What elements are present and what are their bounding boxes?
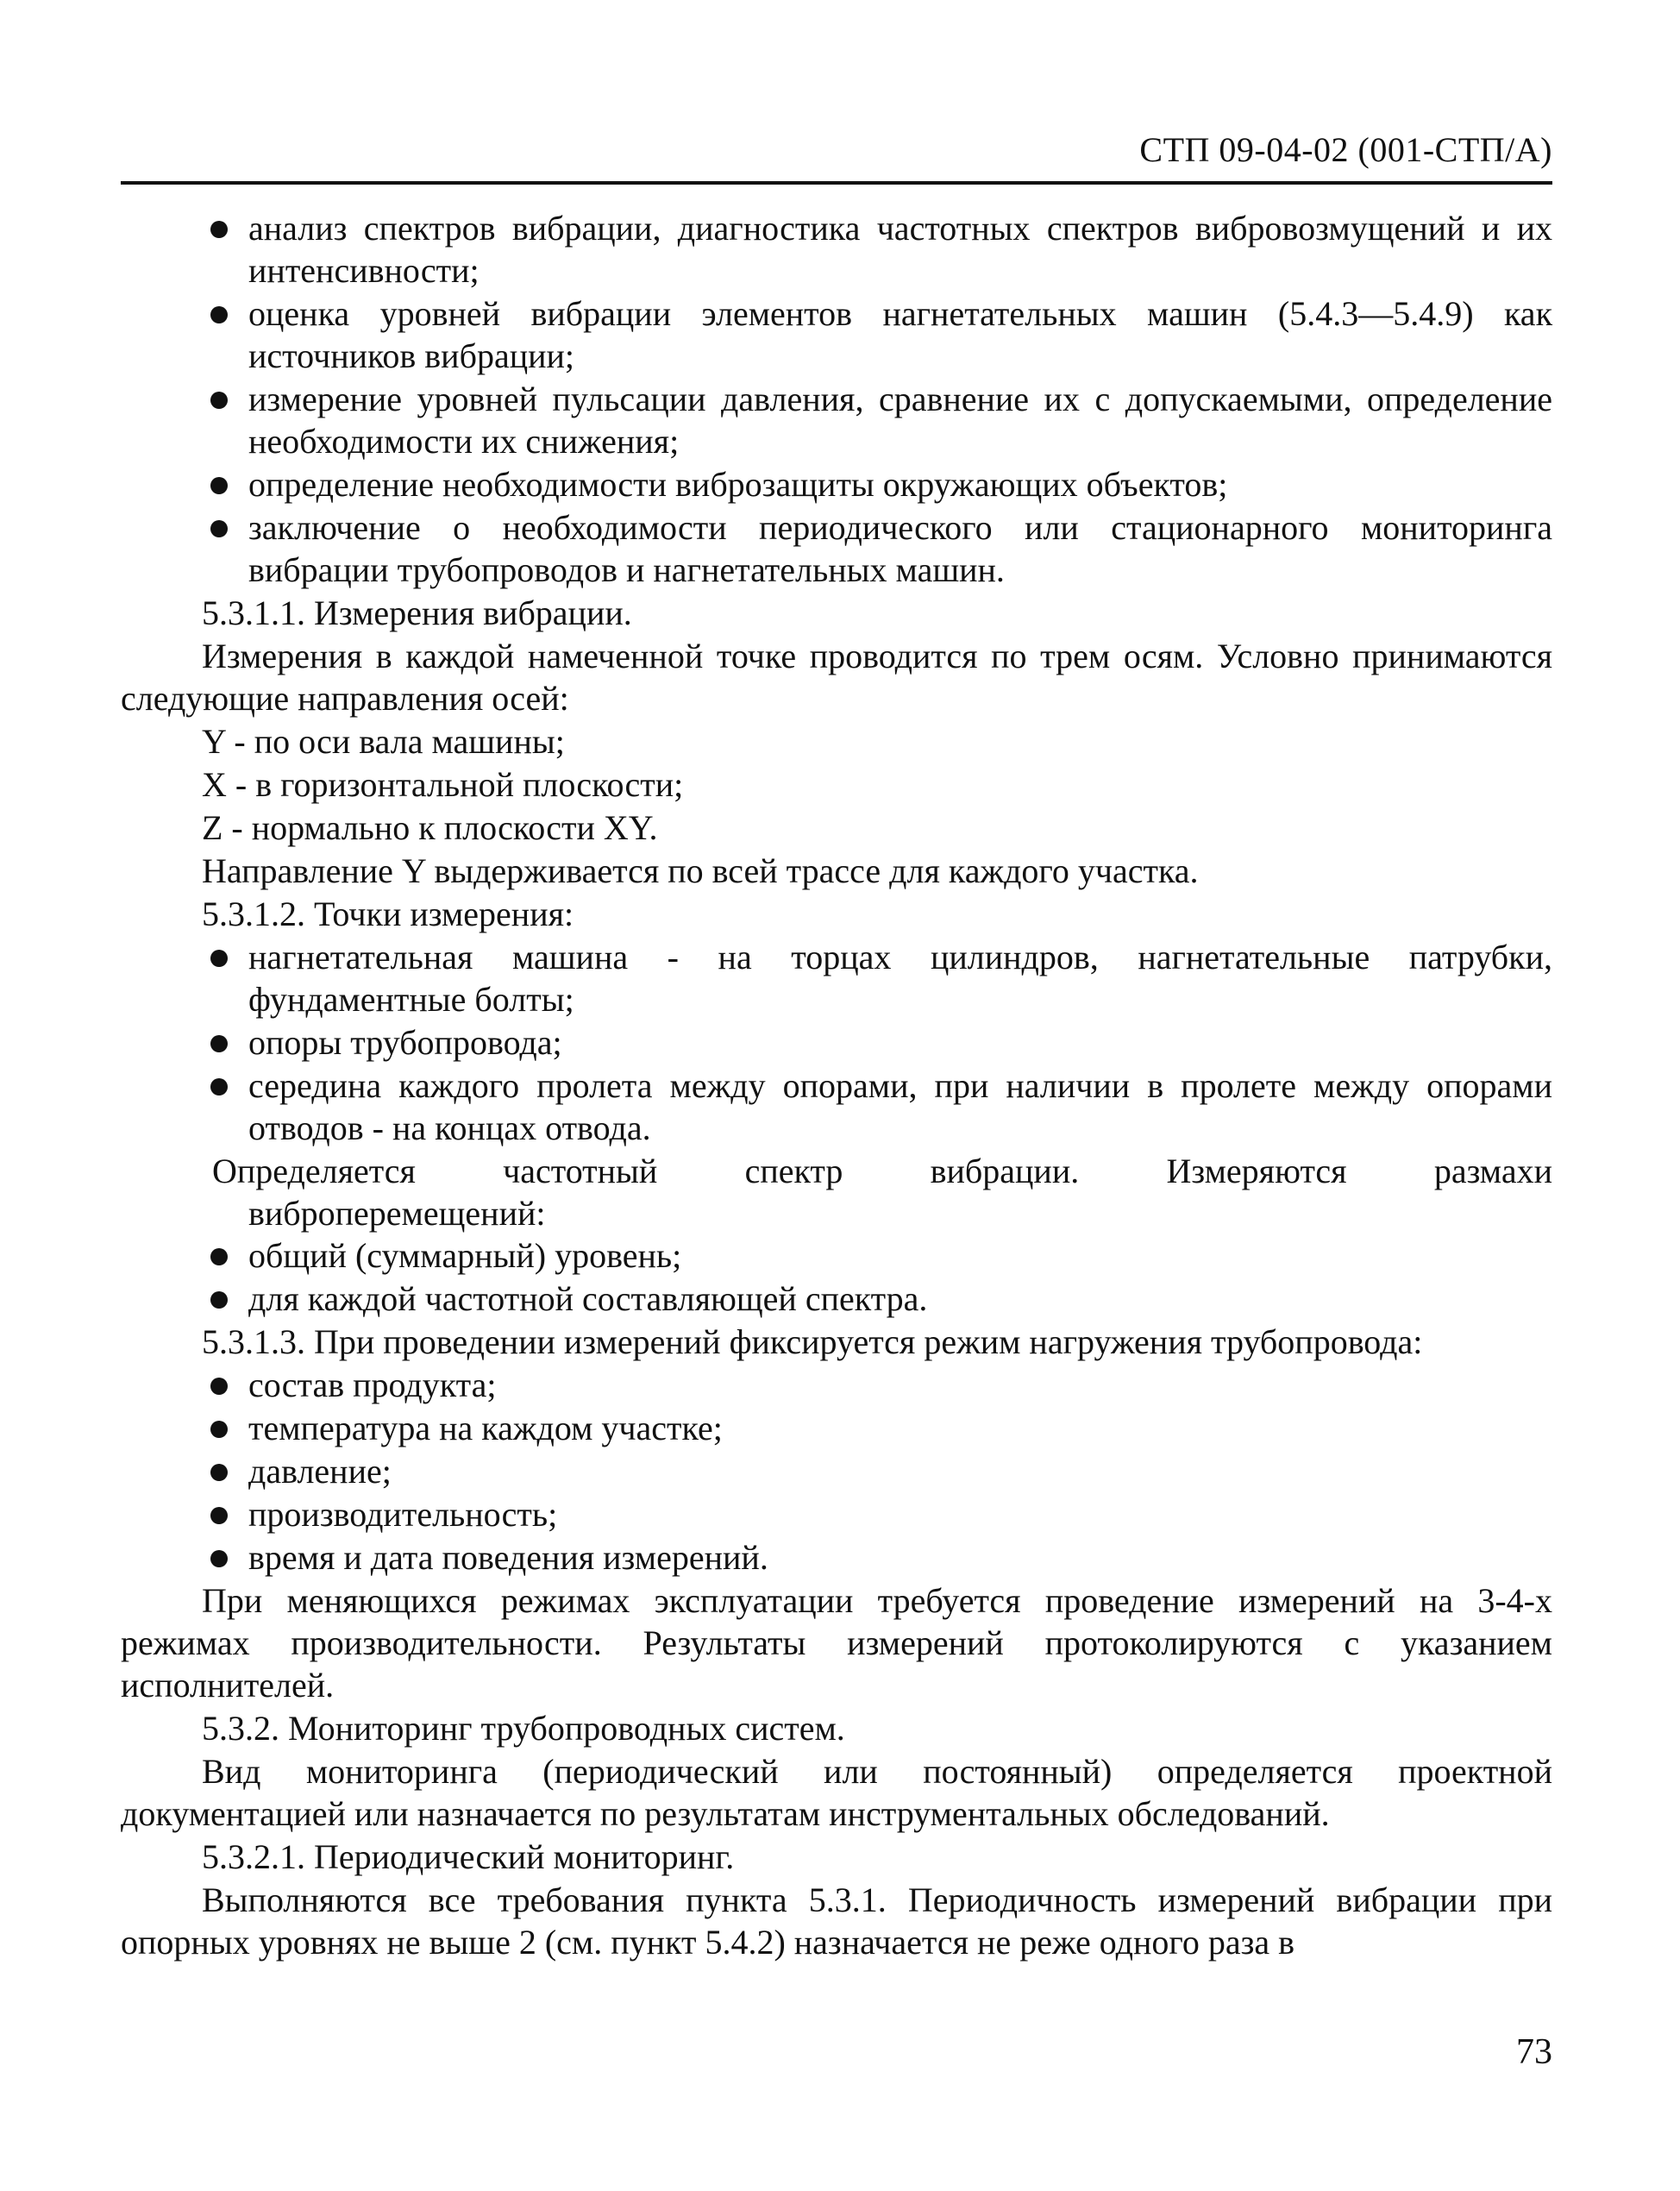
bullet-icon (210, 1035, 228, 1052)
bullet-item: общий (суммарный) уровень; (121, 1234, 1552, 1277)
section-heading: 5.3.2.1. Периодический мониторинг. (202, 1837, 735, 1876)
bullet-item: для каждой частотной составляющей спектра. (121, 1278, 1552, 1320)
page-content (121, 207, 1552, 1964)
bullet-item: опоры трубопровода; (121, 1021, 1552, 1064)
paragraph: При меняющихся режимах эксплуатации требуется проведение измерений на 3-4-х режимах производительности. Результаты измерений протоколируются с указанием исполнителей. (121, 1581, 1552, 1704)
bullet-icon (210, 1078, 228, 1096)
bullet-item: состав продукта; (121, 1364, 1552, 1406)
bullet-item: производительность; (121, 1493, 1552, 1535)
bullet-icon (210, 221, 228, 238)
bullet-item: нагнетательная машина - на торцах цилиндров, нагнетательные патрубки, фундаментные болты; (121, 936, 1552, 1020)
axis-definition: X - в горизонтальной плоскости; (202, 765, 684, 804)
document-code: СТП 09-04-02 (001-СТП/А) (1139, 130, 1552, 169)
bullet-item: время и дата поведения измерений. (121, 1536, 1552, 1579)
bullet-icon (210, 1464, 228, 1481)
bullet-item: оценка уровней вибрации элементов нагнетательных машин (5.4.3—5.4.9) как источников вибрации; (121, 292, 1552, 377)
bullet-icon (210, 306, 228, 323)
bullet-icon (210, 1378, 228, 1395)
bullet-icon (210, 392, 228, 409)
bullet-item: определение необходимости виброзащиты окружающих объектов; (121, 463, 1552, 505)
paragraph-line: виброперемещений: (248, 1194, 546, 1233)
paragraph: Измерения в каждой намеченной точке проводится по трем осям. Условно принимаются следующие направления осей: (121, 637, 1552, 718)
page-header (121, 129, 1552, 185)
bullet-item: заключение о необходимости периодического или стационарного мониторинга вибрации трубопроводов и нагнетательных машин. (121, 506, 1552, 591)
axis-definition: Y - по оси вала машины; (202, 722, 565, 761)
page-number: 73 (1516, 2032, 1552, 2072)
bullet-item: измерение уровней пульсации давления, сравнение их с допускаемыми, определение необходимости их снижения; (121, 378, 1552, 462)
bullet-icon (210, 1291, 228, 1309)
bullet-icon (210, 520, 228, 537)
axis-definition: Z - нормально к плоскости XY. (202, 808, 658, 847)
bullet-icon (210, 1550, 228, 1567)
bullet-icon (210, 477, 228, 494)
paragraph-line: Определяется частотный спектр вибрации. Измеряются размахи (212, 1152, 1552, 1190)
section-heading: 5.3.1.2. Точки измерения: (202, 895, 574, 933)
paragraph: Вид мониторинга (периодический или постоянный) определяется проектной документацией или назначается по результатам инструментальных обследований. (121, 1752, 1552, 1833)
bullet-icon (210, 1507, 228, 1524)
section-heading: 5.3.1.3. При проведении измерений фиксируется режим нагружения трубопровода: (202, 1322, 1423, 1361)
spectrum-paragraph (121, 1150, 1552, 1234)
bullet-item: давление; (121, 1450, 1552, 1492)
paragraph: Направление Y выдерживается по всей трассе для каждого участка. (202, 851, 1199, 890)
section-heading: 5.3.2. Мониторинг трубопроводных систем. (202, 1709, 845, 1748)
bullet-icon (210, 1248, 228, 1265)
bullet-item: анализ спектров вибрации, диагностика частотных спектров вибровозмущений и их интенсивности; (121, 207, 1552, 292)
paragraph: Выполняются все требования пункта 5.3.1. Периодичность измерений вибрации при опорных уровнях не выше 2 (см. пункт 5.4.2) назначается не реже одного раза в (121, 1880, 1552, 1962)
bullet-item: середина каждого пролета между опорами, при наличии в пролете между опорами отводов - на концах отвода. (121, 1064, 1552, 1149)
bullet-icon (210, 1421, 228, 1438)
section-heading: 5.3.1.1. Измерения вибрации. (202, 593, 632, 632)
bullet-icon (210, 950, 228, 967)
bullet-item: температура на каждом участке; (121, 1407, 1552, 1449)
